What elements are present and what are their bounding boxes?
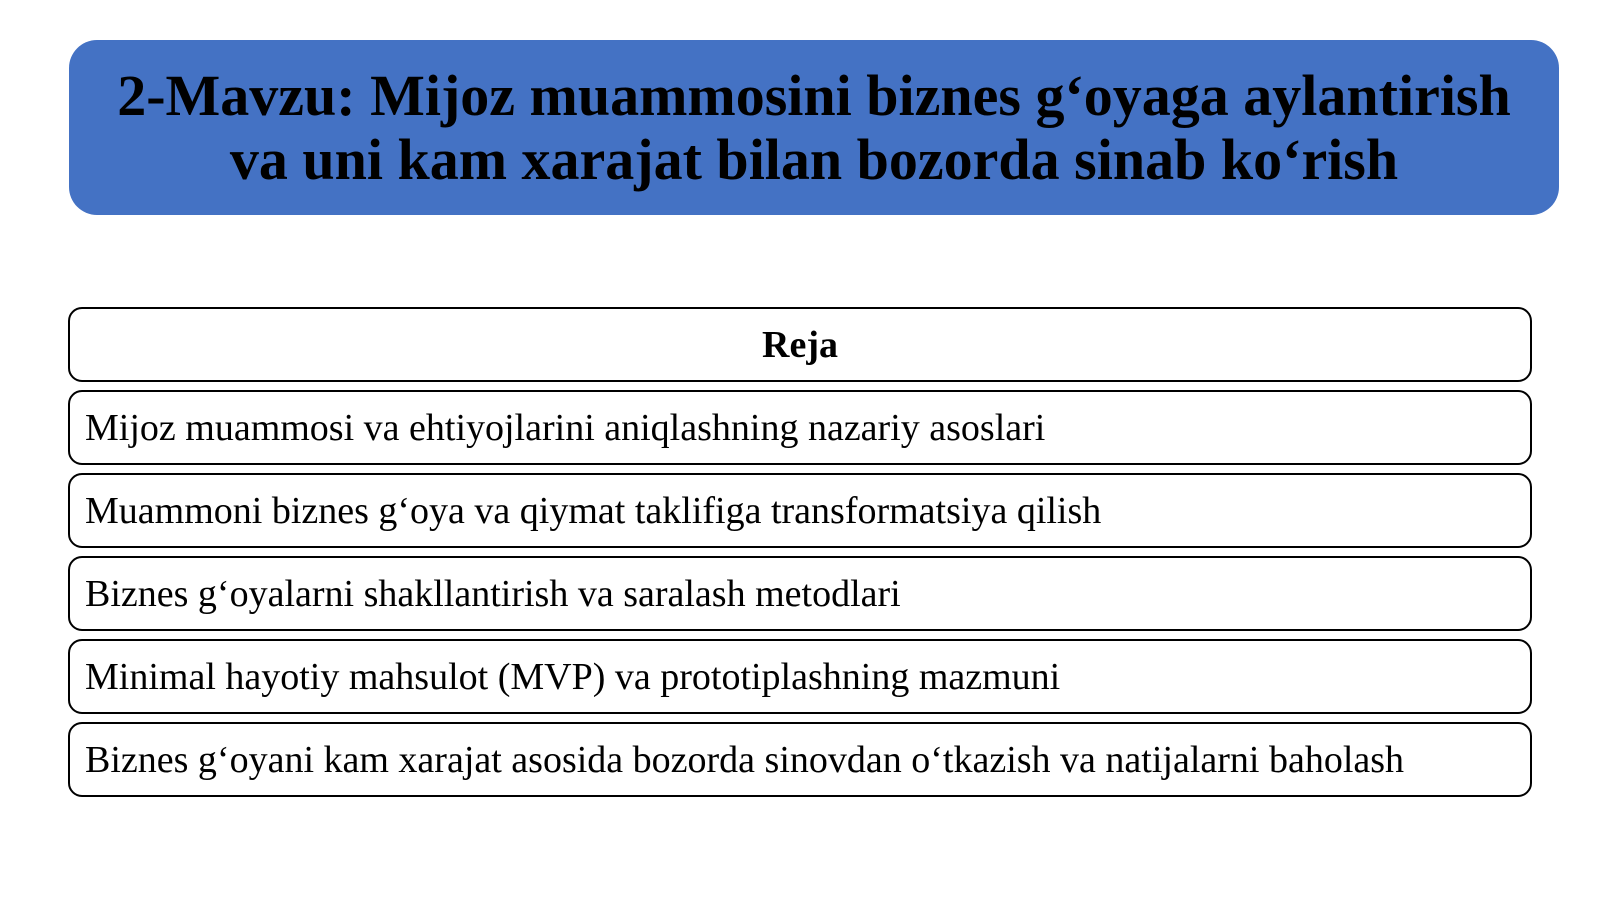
plan-item-1: Mijoz muammosi va ehtiyojlarini aniqlashning nazariy asoslari <box>68 390 1532 465</box>
slide-title-line-2: va uni kam xarajat bilan bozorda sinab ko‘rish <box>229 126 1399 192</box>
slide-title-line-1: 2-Mavzu: Mijoz muammosini biznes g‘oyaga aylantirish <box>117 62 1511 128</box>
plan-header: Reja <box>68 307 1532 382</box>
plan-item-3: Biznes g‘oyalarni shakllantirish va saralash metodlari <box>68 556 1532 631</box>
plan-item-2: Muammoni biznes g‘oya va qiymat taklifiga transformatsiya qilish <box>68 473 1532 548</box>
slide-title-banner <box>69 40 1559 215</box>
plan-item-4: Minimal hayotiy mahsulot (MVP) va prototiplashning mazmuni <box>68 639 1532 714</box>
plan-list <box>68 307 1532 805</box>
plan-item-5: Biznes g‘oyani kam xarajat asosida bozorda sinovdan o‘tkazish va natijalarni baholash <box>68 722 1532 797</box>
